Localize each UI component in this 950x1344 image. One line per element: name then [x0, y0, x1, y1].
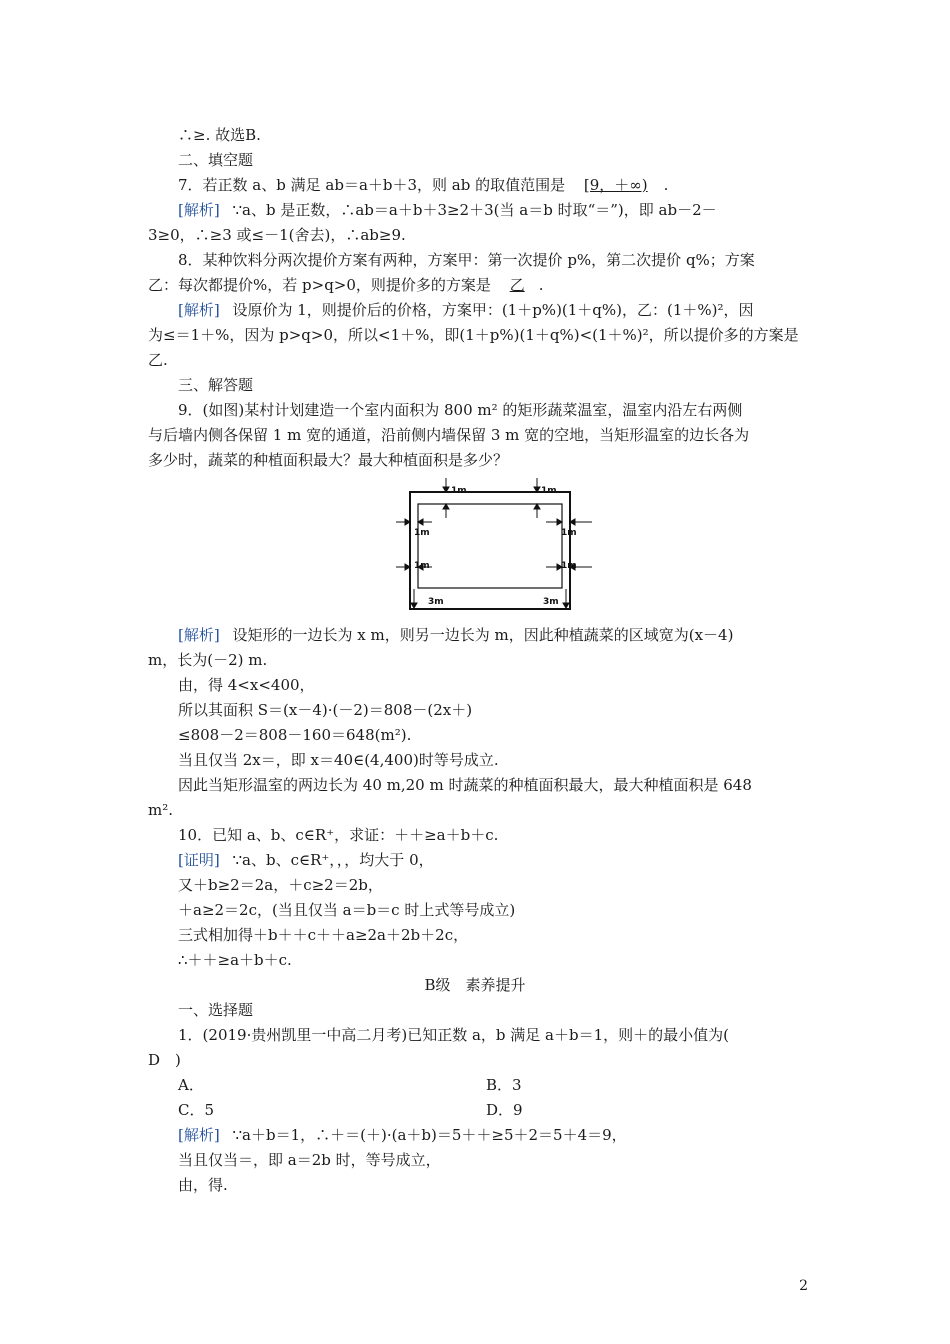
question-7 [178, 175, 668, 195]
text-line: 因此当矩形温室的两边长为 40 m,20 m 时蔬菜的种植面积最大，最大种植面积是 648 [178, 776, 752, 794]
text-line: 当且仅当＝，即 a＝2b 时，等号成立， [178, 1151, 441, 1169]
analysis-tag: [解析] [178, 1126, 220, 1144]
section-heading: 一、选择题 [178, 1001, 254, 1019]
proof-tag: [证明] [178, 851, 220, 869]
option-c: C．5 [178, 1101, 215, 1119]
answer-choice-marker: D ) [148, 1051, 181, 1069]
label-1m: 1m [541, 486, 557, 496]
question-9: 9．(如图)某村计划建造一个室内面积为 800 m² 的矩形蔬菜温室，温室内沿左右两侧 [178, 401, 743, 419]
option-b: B．3 [486, 1076, 522, 1094]
text-line: 多少时，蔬菜的种植面积最大？最大种植面积是多少？ [148, 451, 509, 469]
analysis-tag: [解析] [178, 626, 220, 644]
text-line: 与后墙内侧各保留 1 m 宽的通道，沿前侧内墙保留 3 m 宽的空地，当矩形温室的边长各为 [148, 426, 750, 444]
proof-line [178, 850, 434, 870]
text-line: ＋a≥2＝2c，(当且仅当 a＝b＝c 时上式等号成立) [178, 901, 516, 919]
text-line: 3≥0，∴≥3 或≤－1(舍去)，∴ab≥9. [148, 226, 406, 244]
text-line: 所以其面积 S＝(x－4)·(－2)＝808－(2x＋) [178, 701, 473, 719]
answer-blank: [9，＋∞) [583, 176, 648, 194]
analysis-line [178, 300, 754, 320]
text-line: m². [148, 801, 174, 819]
question-8-cont [148, 275, 544, 295]
analysis-line [178, 1125, 627, 1145]
analysis-tag: [解析] [178, 301, 220, 319]
label-1m: 1m [414, 528, 430, 538]
answer-blank: 乙 [509, 276, 525, 294]
text-line: 当且仅当 2x＝，即 x＝40∈(4,400)时等号成立. [178, 751, 499, 769]
text-line: 由，得 4<x<400， [178, 676, 315, 694]
label-1m: 1m [451, 486, 467, 496]
label-1m: 1m [414, 561, 430, 571]
label-1m: 1m [561, 561, 577, 571]
text-line: ∴≥. 故选B. [178, 126, 261, 144]
analysis-text: ∵a＋b＝1，∴＋＝(＋)·(a＋b)＝5＋＋≥5＋2＝5＋4＝9， [232, 1126, 627, 1144]
question-7-text: 7．若正数 a、b 满足 ab＝a＋b＋3，则 ab 的取值范围是 [178, 176, 566, 194]
punct: . [538, 276, 544, 294]
text-line: 乙. [148, 351, 168, 369]
punct: . [663, 176, 669, 194]
proof-text: ∵a、b、c∈R⁺，，，均大于 0， [232, 851, 434, 869]
analysis-tag: [解析] [178, 201, 220, 219]
label-1m: 1m [561, 528, 577, 538]
text-line: ∴＋＋≥a＋b＋c. [178, 951, 292, 969]
question-1: 1．(2019·贵州凯里一中高二月考)已知正数 a，b 满足 a＋b＝1，则＋的最小值为( [178, 1026, 729, 1044]
text-line: ≤808－2＝808－160＝648(m²). [178, 726, 412, 744]
page-number: 2 [799, 1278, 808, 1294]
analysis-line [178, 625, 733, 645]
option-d: D．9 [486, 1101, 523, 1119]
analysis-line [178, 200, 717, 220]
label-3m: 3m [543, 597, 559, 607]
text-line: 为≤＝1＋%，因为 p>q>0，所以<1＋%，即(1＋p%)(1＋q%)<(1＋%)²，所以提价多的方案是 [148, 326, 799, 344]
option-a: A． [178, 1076, 204, 1094]
section-heading: 二、填空题 [178, 151, 254, 169]
outer-wall [410, 492, 570, 609]
text-line: 由，得. [178, 1176, 228, 1194]
question-8: 8．某种饮料分两次提价方案有两种，方案甲：第一次提价 p%，第二次提价 q%；方案 [178, 251, 755, 269]
greenhouse-diagram [396, 476, 592, 616]
label-3m: 3m [428, 597, 444, 607]
question-10: 10．已知 a、b、c∈R⁺，求证：＋＋≥a＋b＋c. [178, 826, 499, 844]
text-line: m，长为(－2) m. [148, 651, 268, 669]
analysis-text: ∵a、b 是正数，∴ab＝a＋b＋3≥2＋3(当 a＝b 时取“＝”)，即 ab－2－ [232, 201, 717, 219]
analysis-text: 设矩形的一边长为 x m，则另一边长为 m，因此种植蔬菜的区域宽为(x－4) [232, 626, 734, 644]
analysis-text: 设原价为 1，则提价后的价格，方案甲：(1＋p%)(1＋q%)，乙：(1＋%)²，因 [232, 301, 754, 319]
section-heading: 三、解答题 [178, 376, 254, 394]
text-line: 又＋b≥2＝2a，＋c≥2＝2b， [178, 876, 383, 894]
text-line: 三式相加得＋b＋＋c＋＋a≥2a＋2b＋2c， [178, 926, 469, 944]
question-8-text: 乙：每次都提价%，若 p>q>0，则提价多的方案是 [148, 276, 491, 294]
level-heading: B级 素养提升 [424, 976, 526, 994]
planting-area [418, 504, 562, 588]
